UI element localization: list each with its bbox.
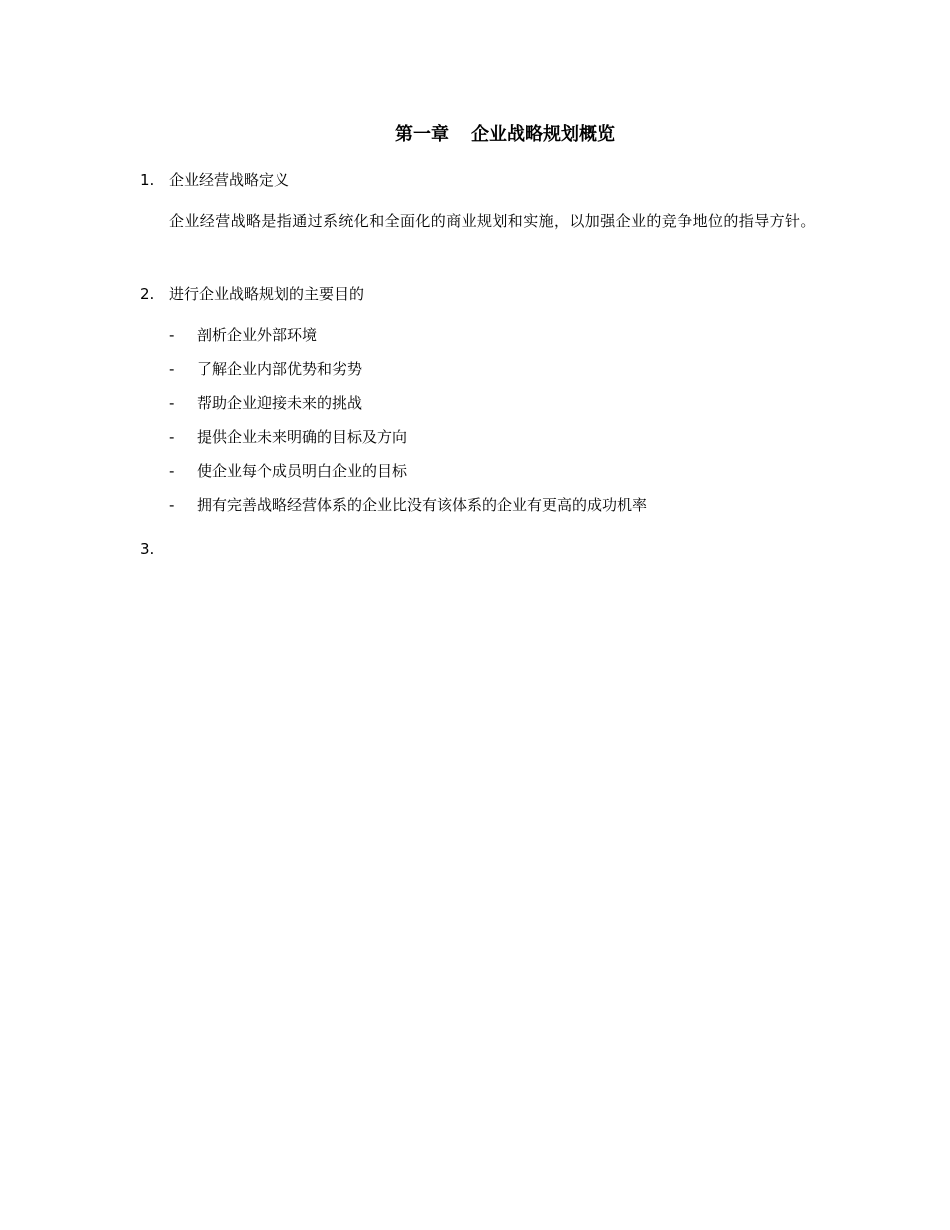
list-item bbox=[169, 426, 647, 460]
bullet-dash: - bbox=[169, 462, 175, 480]
page-title bbox=[140, 122, 870, 148]
section-3-number: 3. bbox=[140, 540, 155, 558]
list-item-text: 了解企业内部优势和劣势 bbox=[197, 360, 363, 378]
list-item bbox=[169, 392, 647, 426]
list-item-text: 提供企业未来明确的目标及方向 bbox=[197, 428, 408, 446]
section-1-heading: 企业经营战略定义 bbox=[169, 171, 290, 189]
section-2-number: 2. bbox=[140, 285, 155, 303]
list-item-text: 拥有完善战略经营体系的企业比没有该体系的企业有更高的成功机率 bbox=[197, 496, 648, 514]
list-item bbox=[169, 324, 647, 358]
list-item bbox=[169, 460, 647, 494]
chapter-number: 第一章 bbox=[395, 124, 449, 145]
objectives-list bbox=[169, 324, 647, 528]
bullet-dash: - bbox=[169, 496, 175, 514]
list-item-text: 使企业每个成员明白企业的目标 bbox=[197, 462, 408, 480]
bullet-dash: - bbox=[169, 428, 175, 446]
list-item bbox=[169, 358, 647, 392]
bullet-dash: - bbox=[169, 394, 175, 412]
section-1-paragraph: 企业经营战略是指通过系统化和全面化的商业规划和实施，以加强企业的竞争地位的指导方针。 bbox=[169, 212, 816, 230]
section-2-heading: 进行企业战略规划的主要目的 bbox=[169, 285, 365, 303]
bullet-dash: - bbox=[169, 360, 175, 378]
list-item-text: 剖析企业外部环境 bbox=[197, 326, 318, 344]
section-1-number: 1. bbox=[140, 171, 155, 189]
list-item-text: 帮助企业迎接未来的挑战 bbox=[197, 394, 363, 412]
list-item bbox=[169, 494, 647, 528]
bullet-dash: - bbox=[169, 326, 175, 344]
chapter-title: 企业战略规划概览 bbox=[471, 124, 615, 145]
